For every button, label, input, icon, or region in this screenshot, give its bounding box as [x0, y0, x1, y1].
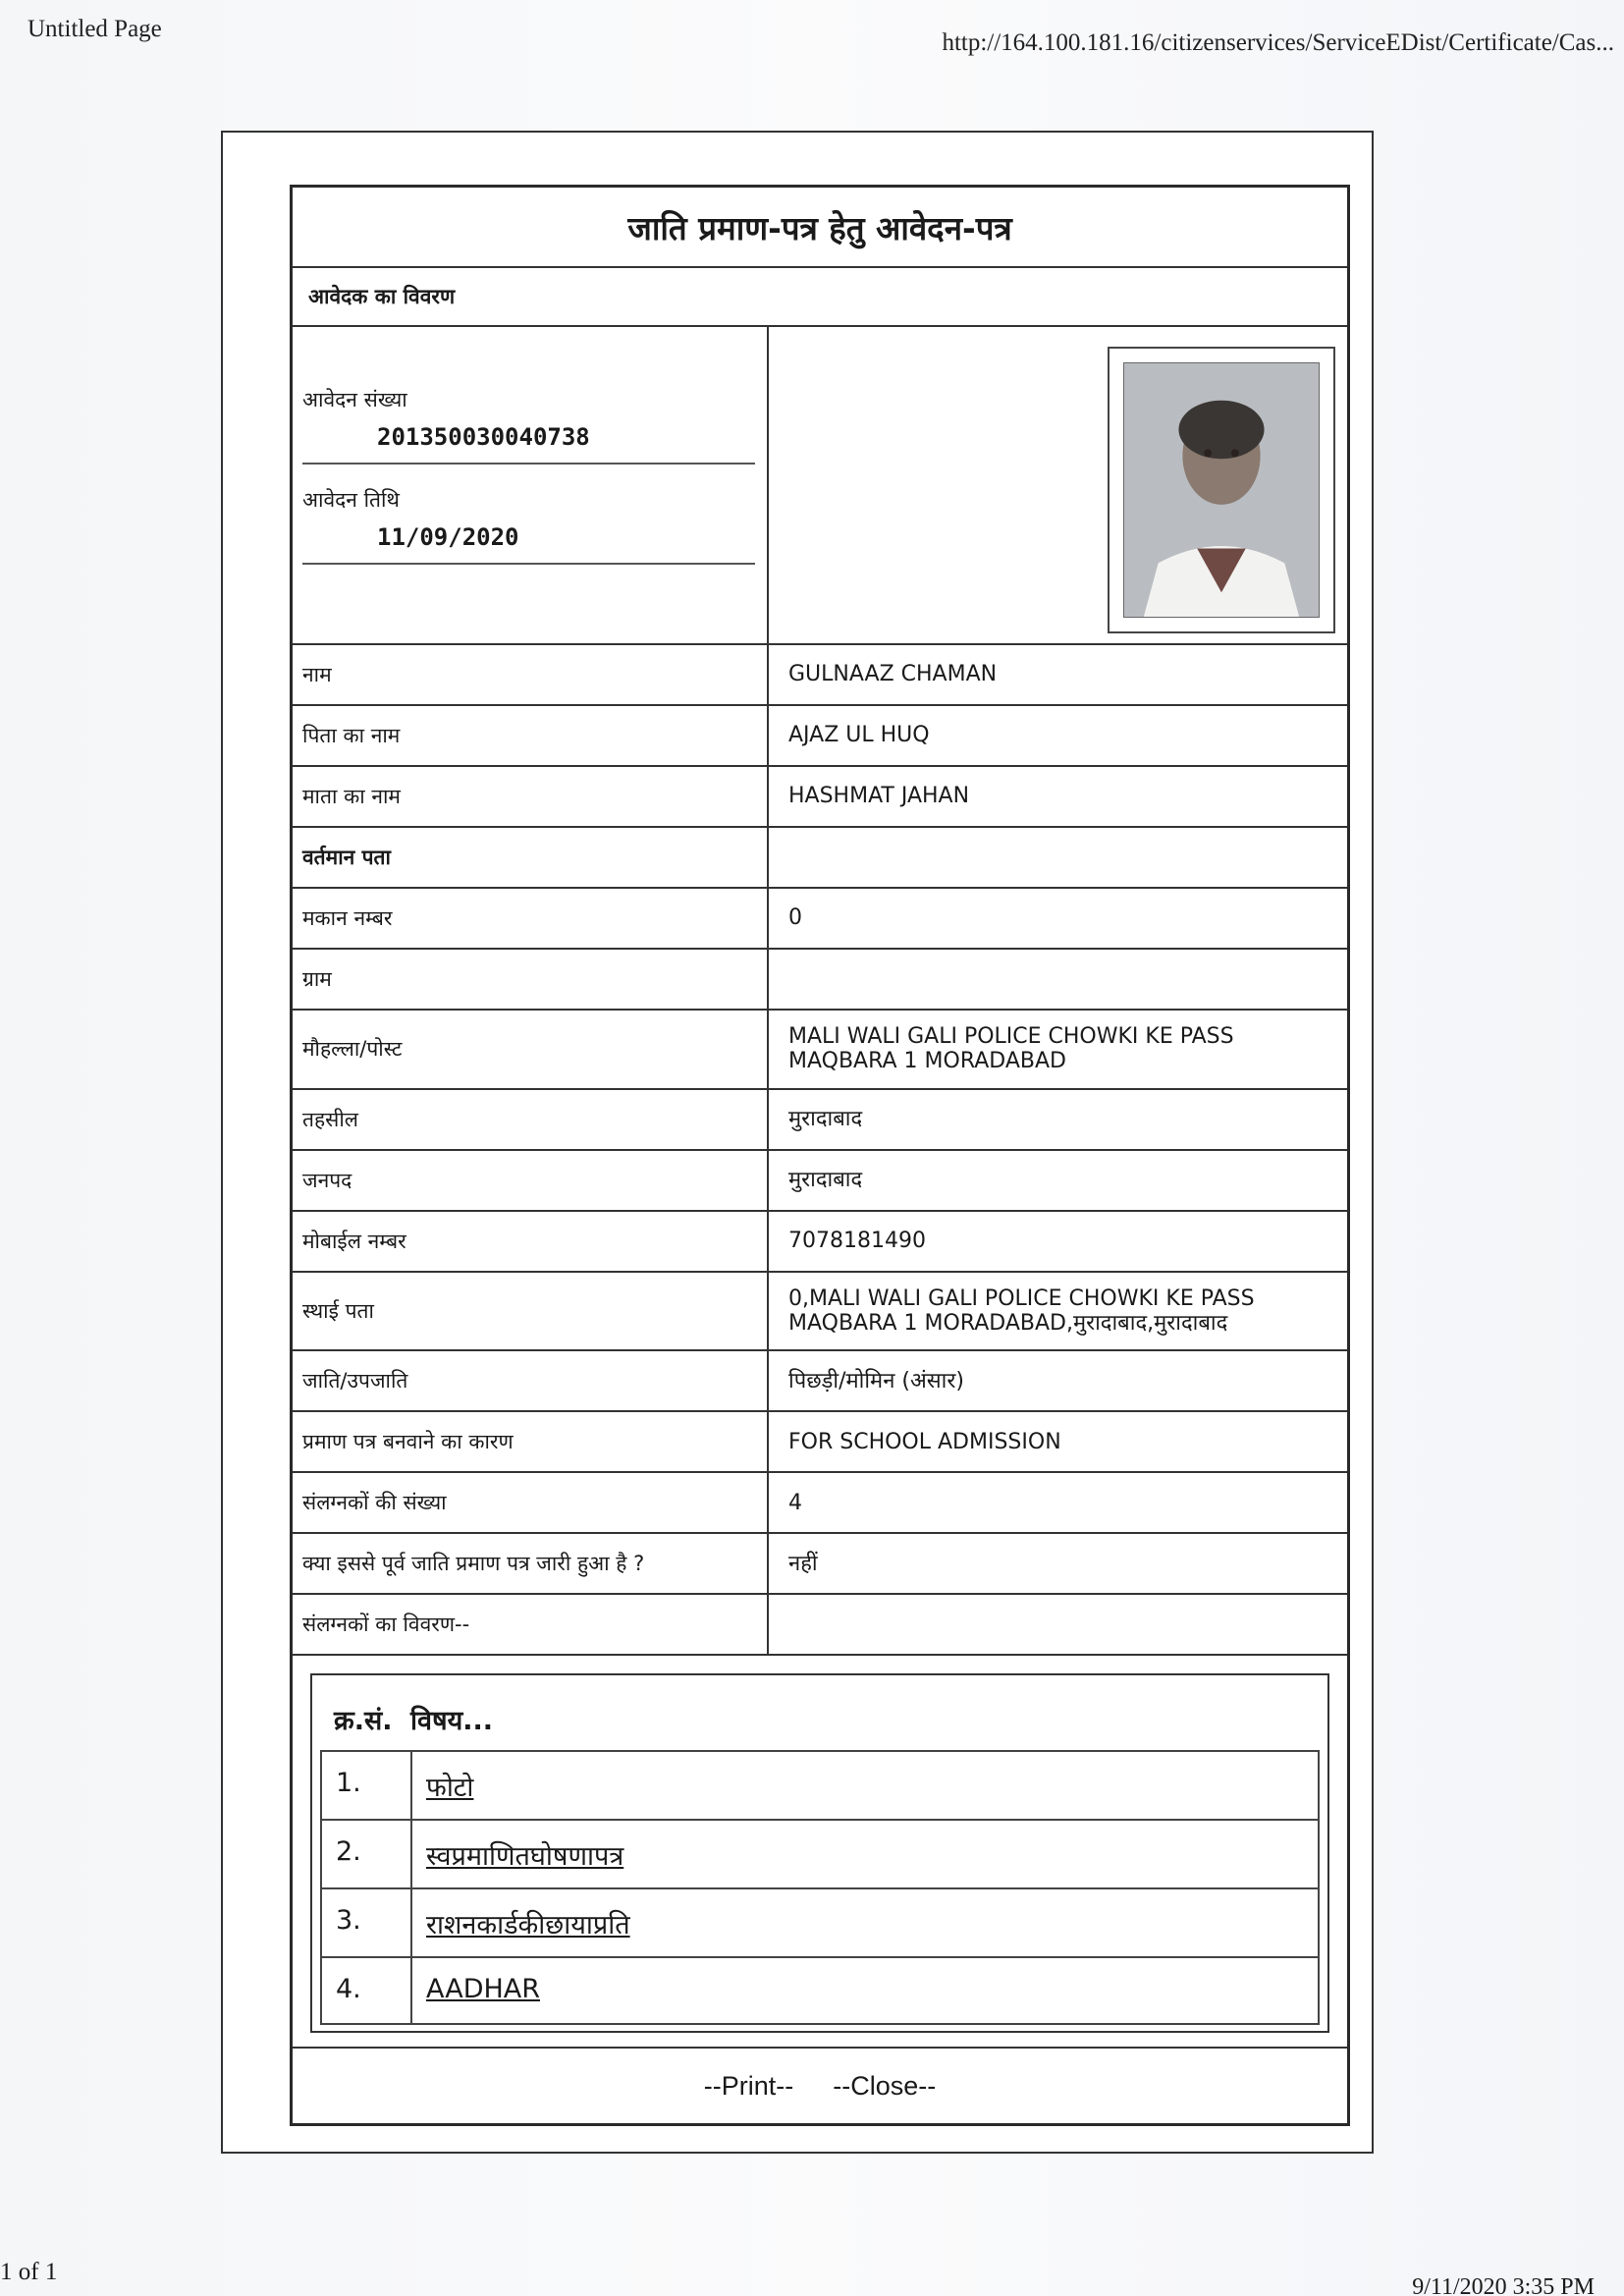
- field-value: AJAZ UL HUQ: [788, 723, 930, 748]
- col-serial-header: क्र.सं.: [334, 1705, 393, 1736]
- attachment-serial: 2.: [322, 1821, 412, 1887]
- field-label: वर्तमान पता: [293, 828, 769, 887]
- application-date-label: आवेदन तिथि: [302, 488, 400, 512]
- attachment-serial: 4.: [322, 1958, 412, 2023]
- field-value: GULNAAZ CHAMAN: [788, 662, 998, 687]
- attachment-link[interactable]: AADHAR: [426, 1974, 541, 2005]
- field-row-father-name: [293, 706, 1347, 767]
- field-value: 4: [788, 1490, 802, 1515]
- table-row: [320, 1819, 1320, 1887]
- field-row-reason: [293, 1412, 1347, 1473]
- applicant-photo: [1123, 362, 1320, 618]
- field-value: [769, 828, 1347, 887]
- attachment-link[interactable]: फोटो: [426, 1773, 474, 1804]
- field-value: [769, 1595, 1347, 1654]
- field-label: जाति/उपजाति: [293, 1351, 769, 1410]
- field-value: [769, 950, 1347, 1009]
- field-row-locality: [293, 1011, 1347, 1090]
- attachment-link[interactable]: स्वप्रमाणितघोषणापत्र: [426, 1841, 624, 1873]
- application-date: 11/09/2020: [302, 523, 755, 565]
- field-row-attachment-details: [293, 1595, 1347, 1656]
- attachments-header: [320, 1687, 1320, 1750]
- field-value: 7078181490: [788, 1228, 926, 1253]
- application-info-block: [293, 327, 1347, 645]
- application-form: [290, 185, 1350, 2126]
- field-row-tehsil: [293, 1090, 1347, 1151]
- section-heading: आवेदक का विवरण: [293, 268, 1347, 327]
- field-value: पिछड़ी/मोमिन (अंसार): [788, 1368, 964, 1394]
- application-number: 201350030040738: [302, 423, 755, 465]
- close-button[interactable]: --Close--: [833, 2070, 937, 2101]
- col-subject-header: विषय...: [410, 1705, 494, 1736]
- field-label: स्थाई पता: [293, 1273, 769, 1350]
- field-label: प्रमाण पत्र बनवाने का कारण: [293, 1412, 769, 1471]
- page-header-title: Untitled Page: [27, 16, 162, 42]
- field-row-house-number: [293, 889, 1347, 950]
- field-label: माता का नाम: [293, 767, 769, 826]
- field-label: ग्राम: [293, 950, 769, 1009]
- field-row-district: [293, 1151, 1347, 1212]
- table-row: [320, 1750, 1320, 1819]
- form-title: जाति प्रमाण-पत्र हेतु आवेदन-पत्र: [293, 188, 1347, 268]
- field-value: मुरादाबाद: [788, 1106, 863, 1131]
- attachments-section: [293, 1656, 1347, 2049]
- field-value: मुरादाबाद: [788, 1167, 863, 1192]
- table-row: [320, 1887, 1320, 1956]
- field-label: क्या इससे पूर्व जाति प्रमाण पत्र जारी हुआ है ?: [293, 1534, 769, 1593]
- field-row-mother-name: [293, 767, 1347, 828]
- field-label: संलग्नकों का विवरण--: [293, 1595, 769, 1654]
- page-counter: 1 of 1: [0, 2259, 58, 2285]
- print-timestamp: 9/11/2020 3:35 PM: [1412, 2274, 1595, 2296]
- field-row-previous-certificate: [293, 1534, 1347, 1595]
- field-row-name: [293, 645, 1347, 706]
- field-row-mobile: [293, 1212, 1347, 1273]
- table-row: [320, 1956, 1320, 2025]
- field-label: मकान नम्बर: [293, 889, 769, 948]
- field-value: HASHMAT JAHAN: [788, 784, 970, 809]
- field-value: FOR SCHOOL ADMISSION: [788, 1429, 1061, 1454]
- field-row-permanent-address: [293, 1273, 1347, 1352]
- applicant-photo-frame: [1108, 347, 1335, 633]
- field-label: मौहल्ला/पोस्ट: [293, 1011, 769, 1088]
- photo-cell: [769, 327, 1347, 643]
- field-value: 0: [788, 905, 802, 931]
- attachments-table: [310, 1673, 1329, 2033]
- field-row-attachment-count: [293, 1473, 1347, 1534]
- attachment-link[interactable]: राशनकार्डकीछायाप्रति: [426, 1910, 630, 1941]
- field-row-caste: [293, 1351, 1347, 1412]
- field-label: जनपद: [293, 1151, 769, 1210]
- field-label: संलग्नकों की संख्या: [293, 1473, 769, 1532]
- page-header-url: http://164.100.181.16/citizenservices/ServiceEDist/Certificate/Cas...: [942, 29, 1614, 56]
- field-value: 0,MALI WALI GALI POLICE CHOWKI KE PASS MAQBARA 1 MORADABAD,मुरादाबाद,मुरादाबाद: [788, 1285, 1255, 1336]
- field-value: नहीं: [788, 1551, 818, 1576]
- field-value: MALI WALI GALI POLICE CHOWKI KE PASS MAQBARA 1 MORADABAD: [788, 1024, 1234, 1074]
- action-bar: [293, 2049, 1347, 2123]
- field-row-village: [293, 950, 1347, 1011]
- application-meta: [293, 327, 769, 643]
- field-label: मोबाईल नम्बर: [293, 1212, 769, 1271]
- field-label: पिता का नाम: [293, 706, 769, 765]
- application-number-label: आवेदन संख्या: [302, 388, 407, 411]
- field-row-current-address: [293, 828, 1347, 889]
- print-button[interactable]: --Print--: [703, 2070, 794, 2101]
- field-label: नाम: [293, 645, 769, 704]
- field-label: तहसील: [293, 1090, 769, 1149]
- attachment-serial: 1.: [322, 1752, 412, 1819]
- attachment-serial: 3.: [322, 1889, 412, 1956]
